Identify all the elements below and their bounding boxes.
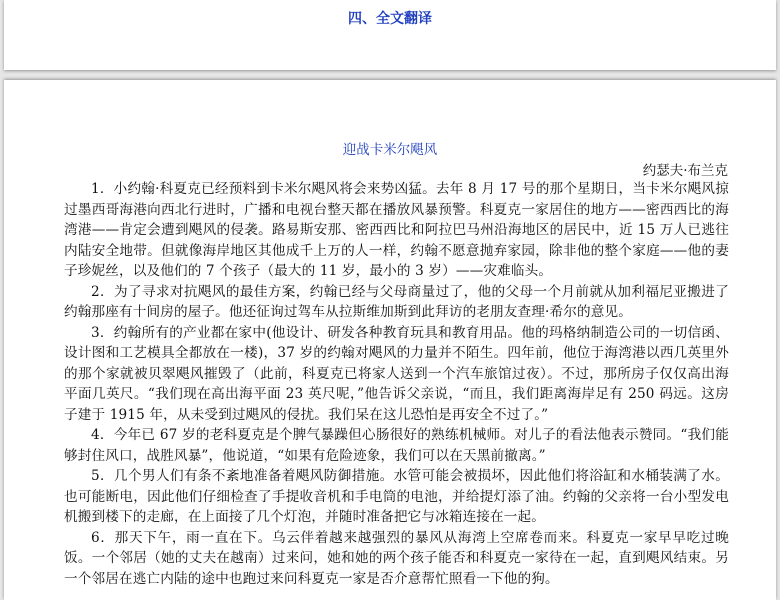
document-page — [4, 80, 776, 600]
paragraph-2: 2．为了寻求对抗飓风的最佳方案，约翰已经与父母商量过了，他的父母一个月前就从加利福尼亚搬进了约翰那座有十间房的屋子。他还征询过驾车从拉斯维加斯到此拜访的老朋友查理·希尔的意见。 — [64, 283, 729, 320]
paragraph-3: 3．约翰所有的产业都在家中(他设计、研发各种教育玩具和教育用品。他的玛格纳制造公司的一切信函、设计图和工艺模具全都放在一楼)，37 岁的约翰对飓风的力量并不陌生。四年前，他位于海湾港以西几英里外的那个家就被贝翠飓风摧毁了（此前，科夏克已将家人送到一个汽车旅馆过夜）。不过，那所房子仅仅高出海平面几英尺。“我们现在高出海平面 23 英尺呢，”他告诉父亲说，“而且，我们距离海岸足有 250 码远。这房子建于 1915 年，从未受到过飓风的侵扰。我们呆在这儿恐怕是再安全不过了。” — [64, 324, 729, 423]
paragraph-6: 6．那天下午，雨一直在下。乌云伴着越来越强烈的暴风从海湾上空席卷而来。科夏克一家早早吃过晚饭。一个邻居（她的丈夫在越南）过来问，她和她的两个孩子能否和科夏克一家待在一起，直到飓风结束。另一个邻居在逃亡内陆的途中也跑过来问科夏克一家是否介意帮忙照看一下他的狗。 — [64, 529, 729, 587]
page-top-section — [4, 0, 776, 70]
section-heading: 四、全文翻译 — [348, 11, 432, 27]
document-author: 约瑟夫·布兰克 — [642, 163, 728, 179]
document-body — [64, 179, 729, 589]
document-title: 迎战卡米尔飓风 — [342, 142, 438, 158]
paragraph-1: 1．小约翰·科夏克已经预料到卡米尔飓风将会来势凶猛。去年 8 月 17 号的那个星期日，当卡米尔飓风掠过墨西哥海港向西北行进时，广播和电视台整天都在播放风暴预警。科夏克一家居住的地方——密西西比的海湾港——肯定会遭到飓风的侵袭。路易斯安那、密西西比和阿拉巴马州沿海地区的居民中，近 15 万人已逃往内陆安全地带。但就像海岸地区其他成千上万的人一样，约翰不愿意抛弃家园，除非他的整个家庭——他的妻子珍妮丝，以及他们的 7 个孩子（最大的 11 岁，最小的 3 岁）——灾难临头。 — [64, 181, 729, 279]
paragraph-5: 5．几个男人们有条不紊地准备着飓风防御措施。水管可能会被损坏，因此他们将浴缸和水桶装满了水。也可能断电，因此他们仔细检查了手提收音机和手电筒的电池，并给提灯添了油。约翰的父亲将一台小型发电机搬到楼下的走廊，在上面接了几个灯泡，并随时准备把它与冰箱连接在一起。 — [64, 468, 729, 525]
paragraph-4: 4．今年已 67 岁的老科夏克是个脾气暴躁但心肠很好的熟练机械师。对儿子的看法他表示赞同。“我们能够封住风口，战胜风暴”，他说道，“如果有危险迹象，我们可以在天黑前撤离。” — [64, 427, 729, 464]
